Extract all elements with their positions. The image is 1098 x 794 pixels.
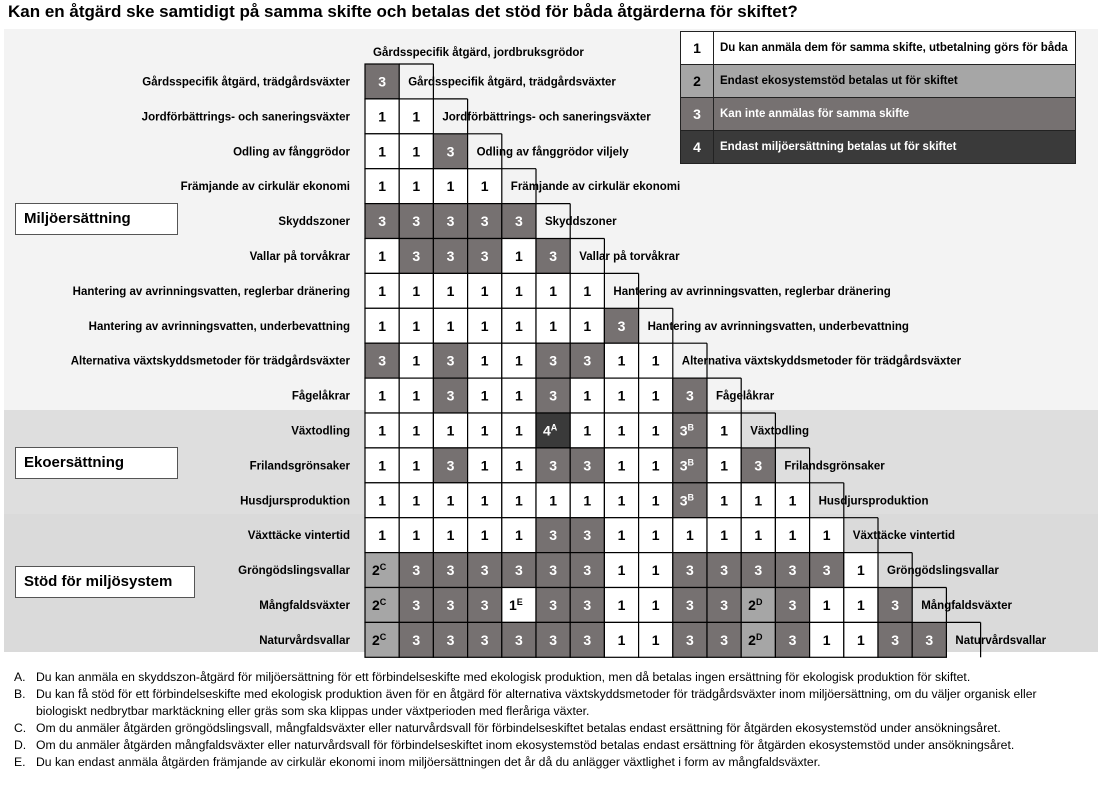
matrix-cell-value: 1 (617, 631, 626, 648)
legend (680, 32, 1076, 164)
matrix-cell-value: 1 (515, 282, 523, 299)
matrix-cell-value: 1 (549, 317, 557, 334)
diagonal-label: Alternativa växtskyddsmetoder för trädgårdsväxter (681, 355, 962, 368)
matrix-cell-value: 3 (549, 247, 557, 264)
matrix-cell-value: 1 (651, 387, 660, 404)
matrix-cell-value: 3 (549, 352, 557, 369)
matrix-cell-value: 1 (480, 282, 489, 299)
matrix-cell-value: 3 (446, 631, 455, 648)
matrix-cell-value: 3 (754, 457, 763, 474)
footnote-text: Du kan anmäla en skyddszon-åtgärd för miljöersättning för ett förbindelseskifte med ekologisk produktion, men då betalas ingen ersättning för ekologisk produktion för skiftet. (36, 670, 971, 684)
footnote-letter: D. (14, 738, 27, 752)
matrix-cell-value: $3^B$ (679, 492, 695, 509)
matrix-cell-value: 1 (686, 527, 694, 544)
diagonal-label: Husdjursproduktion (818, 495, 929, 508)
matrix-cell-value: 3 (515, 562, 523, 579)
row-label: Fågelåkrar (291, 390, 350, 403)
matrix-cell-value: 1 (412, 387, 421, 404)
matrix-cell-value: 3 (412, 562, 421, 579)
matrix-cell-value: 3 (480, 562, 489, 579)
row-label: Främjande av cirkulär ekonomi (180, 181, 350, 194)
matrix-cell-value: $2^C$ (371, 596, 387, 613)
matrix-cell-value: 1 (515, 247, 523, 264)
legend-item (680, 31, 1076, 65)
matrix-cell-value: 3 (446, 562, 455, 579)
matrix-cell-value: 1 (720, 527, 728, 544)
matrix-cell-value: 3 (583, 457, 592, 474)
matrix-cell-value: 1 (583, 317, 592, 334)
matrix-cell-value: $3^B$ (679, 422, 695, 439)
matrix-cell-value: 3 (480, 213, 489, 230)
matrix-cell-value: 1 (480, 492, 489, 509)
row-label: Mångfaldsväxter (259, 599, 350, 612)
matrix-cell-value: $1^E$ (508, 596, 523, 613)
footnote (14, 686, 1090, 720)
matrix-cell-value: $4^A$ (542, 422, 558, 439)
matrix-cell-value: 3 (925, 631, 934, 648)
row-label: Vallar på torvåkrar (249, 250, 350, 263)
matrix-cell-value: 1 (754, 492, 763, 509)
matrix-cell-value: 1 (617, 492, 626, 509)
matrix-cell-value: 3 (549, 457, 557, 474)
matrix-cell-value: 3 (549, 596, 557, 613)
footnotes (14, 669, 1090, 771)
footnote-letter: A. (14, 670, 26, 684)
matrix-cell-value: 3 (686, 596, 694, 613)
diagonal-label: Jordförbättrings- och saneringsväxter (442, 111, 651, 124)
legend-code: 4 (681, 131, 714, 163)
row-label: Frilandsgrönsaker (249, 460, 350, 473)
diagonal-label: Växttäcke vintertid (852, 530, 956, 543)
legend-item (680, 130, 1076, 164)
matrix-cell-value: 1 (378, 143, 386, 160)
matrix-cell-value: 1 (720, 422, 728, 439)
matrix-cell-value: 1 (788, 492, 797, 509)
diagonal-label: Vallar på torvåkrar (579, 250, 680, 263)
matrix-cell-value: 3 (583, 352, 592, 369)
row-label: Växtodling (291, 425, 350, 438)
matrix-cell-value: 1 (480, 387, 489, 404)
matrix-cell-value: 1 (378, 492, 386, 509)
matrix-cell-value: 1 (617, 596, 626, 613)
matrix-cell-value: 3 (378, 352, 386, 369)
diagonal-label: Växtodling (750, 425, 809, 438)
legend-item (680, 97, 1076, 131)
matrix-cell-value: 1 (480, 317, 489, 334)
matrix-cell-value: 1 (412, 422, 421, 439)
matrix-cell-value: 3 (686, 562, 694, 579)
matrix-cell-value: 1 (446, 422, 455, 439)
matrix-cell-value: 3 (822, 562, 831, 579)
matrix-cell-value: 3 (583, 527, 592, 544)
matrix-cell-value: 3 (891, 596, 899, 613)
matrix-cell-value: 3 (788, 596, 797, 613)
matrix-cell-value: 3 (549, 527, 557, 544)
matrix-cell-value: 1 (412, 282, 421, 299)
matrix-cell-value: 3 (446, 143, 455, 160)
diagonal-label: Fågelåkrar (716, 390, 775, 403)
matrix-cell-value: 1 (651, 422, 660, 439)
matrix-cell-value: 1 (378, 422, 386, 439)
footnote-text: Om du anmäler åtgärden gröngödslingsvall, mångfaldsväxter eller naturvårdsvall för förbindelseskiftet betalas endast ersättning för åtgärden ekosystemstöd under ansökningsåret. (36, 721, 1001, 735)
matrix-cell-value: 1 (480, 178, 489, 195)
matrix-cell-value: 1 (446, 317, 455, 334)
matrix-cell-value: 3 (720, 596, 728, 613)
matrix-cell-value: 1 (515, 352, 523, 369)
footnote-text: Om du anmäler åtgärden mångfaldsväxter eller naturvårdsvall för förbindelseskiftet inom ekosystemstöd betalas endast ersättning för åtgärden ekosystemstöd under ansökningsåret. (36, 738, 1015, 752)
matrix-cell-value: 1 (857, 562, 865, 579)
matrix-cell-value: $2^C$ (371, 562, 387, 579)
matrix-cell-value: 3 (720, 631, 728, 648)
matrix-cell-value: $2^D$ (748, 631, 763, 648)
diagonal-label: Gröngödslingsvallar (887, 565, 999, 578)
matrix-cell-value: 1 (720, 492, 728, 509)
matrix-cell-value: 1 (583, 282, 592, 299)
matrix-cell-value: 1 (617, 457, 626, 474)
matrix-cell-value: 3 (412, 247, 421, 264)
matrix-cell-value: 1 (617, 387, 626, 404)
footnote-letter: E. (14, 755, 26, 769)
diagonal-label: Frilandsgrönsaker (784, 460, 885, 473)
matrix-cell-value: 1 (412, 457, 421, 474)
matrix-cell-value: 1 (378, 527, 386, 544)
row-label: Alternativa växtskyddsmetoder för trädgårdsväxter (70, 355, 350, 368)
matrix-cell-value: 1 (651, 527, 660, 544)
row-label: Gröngödslingsvallar (238, 565, 350, 578)
matrix-cell-value: 1 (515, 317, 523, 334)
matrix-cell-value: 1 (378, 108, 386, 125)
matrix-cell-value: 1 (651, 562, 660, 579)
matrix-cell-value: 3 (720, 562, 728, 579)
footnote (14, 754, 1090, 771)
row-label: Skyddszoner (278, 216, 350, 229)
matrix-cell-value: 1 (378, 457, 386, 474)
matrix-cell-value: 3 (480, 631, 489, 648)
legend-text: Endast miljöersättning betalas ut för skiftet (720, 141, 957, 153)
row-label: Naturvårdsvallar (259, 634, 350, 647)
matrix-cell-value: 1 (378, 317, 386, 334)
matrix-cell-value: 1 (651, 631, 660, 648)
matrix-cell-value: 3 (549, 631, 557, 648)
matrix-cell-value: 1 (412, 352, 421, 369)
diagonal-label: Främjande av cirkulär ekonomi (510, 181, 681, 194)
matrix-cell-value: 1 (651, 596, 660, 613)
matrix-cell-value: 1 (822, 631, 831, 648)
matrix-cell-value: 3 (412, 596, 421, 613)
diagonal-label: Mångfaldsväxter (921, 599, 1012, 612)
group-label-stod-for-miljosystem: Stöd för miljösystem (15, 566, 195, 598)
matrix-cell-value: 3 (480, 596, 489, 613)
matrix-cell-value: 1 (857, 631, 865, 648)
matrix-cell-value: 1 (720, 457, 728, 474)
matrix-cell-value: 1 (446, 527, 455, 544)
matrix-cell-value: 1 (480, 352, 489, 369)
page-title: Kan en åtgärd ske samtidigt på samma skifte och betalas det stöd för båda åtgärderna för skiftet? (8, 2, 798, 21)
matrix-cell-value: 1 (617, 352, 626, 369)
matrix-cell-value: 1 (515, 492, 523, 509)
diagonal-label: Odling av fånggrödor viljely (476, 146, 629, 159)
group-label-miljoersattning: Miljöersättning (15, 203, 178, 235)
matrix-cell-value: 1 (412, 108, 421, 125)
legend-item (680, 64, 1076, 98)
matrix-cell-value: 3 (446, 352, 455, 369)
matrix-cell-value: 1 (857, 596, 865, 613)
matrix-cell-value: 3 (617, 317, 626, 334)
matrix-cell-value: 3 (549, 562, 557, 579)
matrix-cell-value: 3 (412, 213, 421, 230)
row-label: Gårdsspecifik åtgärd, trädgårdsväxter (142, 76, 350, 89)
matrix-cell-value: 3 (583, 596, 592, 613)
matrix-cell-value: 1 (378, 178, 386, 195)
matrix-cell-value: 1 (583, 422, 592, 439)
matrix-cell-value: 3 (446, 213, 455, 230)
footnote-letter: C. (14, 721, 27, 735)
legend-code: 1 (681, 32, 714, 64)
matrix-cell-value: 1 (378, 387, 386, 404)
diagonal-label: Hantering av avrinningsvatten, underbevattning (647, 320, 909, 333)
matrix-cell-value: 3 (549, 387, 557, 404)
row-label: Hantering av avrinningsvatten, reglerbar dränering (72, 285, 350, 298)
row-label: Växttäcke vintertid (247, 530, 350, 543)
matrix-cell-value: 1 (617, 422, 626, 439)
matrix-cell-value: 3 (446, 387, 455, 404)
matrix-cell-value: $2^C$ (371, 631, 387, 648)
legend-text: Du kan anmäla dem för samma skifte, utbetalning görs för båda (720, 42, 1068, 54)
legend-code: 2 (681, 65, 714, 97)
matrix-cell-value: $2^D$ (748, 596, 763, 613)
matrix-cell-value: $3^B$ (679, 457, 695, 474)
matrix-cell-value: 1 (412, 143, 421, 160)
matrix-cell-value: 3 (480, 247, 489, 264)
row-label: Jordförbättrings- och saneringsväxter (141, 111, 350, 124)
matrix-cell-value: 3 (583, 562, 592, 579)
matrix-cell-value: 3 (378, 213, 386, 230)
matrix-cell-value: 3 (446, 596, 455, 613)
group-label-ekoersattning: Ekoersättning (15, 447, 178, 479)
matrix-cell-value: 3 (583, 631, 592, 648)
diagonal-label: Naturvårdsvallar (955, 634, 1047, 647)
matrix-cell-value: 3 (891, 631, 899, 648)
matrix-cell-value: 1 (651, 352, 660, 369)
matrix-cell-value: 3 (412, 631, 421, 648)
matrix-cell-value: 1 (549, 282, 557, 299)
footnote (14, 737, 1090, 754)
matrix-cell-value: 1 (446, 282, 455, 299)
matrix-cell-value: 3 (515, 631, 523, 648)
matrix-cell-value: 1 (617, 562, 626, 579)
matrix-cell-value: 3 (446, 247, 455, 264)
matrix-cell-value: 1 (617, 527, 626, 544)
matrix-cell-value: 1 (822, 596, 831, 613)
matrix-cell-value: 1 (480, 422, 489, 439)
diagonal-label: Hantering av avrinningsvatten, reglerbar dränering (613, 285, 891, 298)
matrix-cell-value: 3 (446, 457, 455, 474)
diagonal-label-top: Gårdsspecifik åtgärd, jordbruksgrödor (373, 47, 584, 59)
footnote (14, 720, 1090, 737)
legend-text: Kan inte anmälas för samma skifte (720, 108, 910, 120)
matrix-cell-value: 1 (754, 527, 763, 544)
footnote (14, 669, 1090, 686)
diagonal-label: Skyddszoner (545, 216, 617, 229)
legend-text: Endast ekosystemstöd betalas ut för skiftet (720, 75, 958, 87)
matrix-cell-value: 1 (480, 457, 489, 474)
matrix-cell-value: 1 (446, 492, 455, 509)
matrix-cell-value: 1 (583, 492, 592, 509)
matrix-cell-value: 1 (412, 492, 421, 509)
matrix-cell-value: 1 (412, 317, 421, 334)
matrix-cell-value: 3 (788, 562, 797, 579)
matrix-cell-value: 1 (651, 492, 660, 509)
matrix-cell-value: 1 (515, 527, 523, 544)
row-label: Husdjursproduktion (240, 495, 350, 508)
matrix-cell-value: 3 (515, 213, 523, 230)
matrix-cell-value: 1 (480, 527, 489, 544)
matrix-cell-value: 3 (378, 73, 386, 90)
footnote-text: Du kan få stöd för ett förbindelseskifte med ekologisk produktion även för en åtgärd för alternativa växtskyddsmetoder för trädgårdsväxter inom miljöersättning, om du väljer organisk eller biologiskt nedbrytbar marktäckning eller gräs som ska klippas under växtperioden med fleråriga växter. (36, 687, 1037, 718)
matrix-cell-value: 1 (412, 527, 421, 544)
matrix-cell-value: 1 (515, 422, 523, 439)
matrix-cell-value: 1 (651, 457, 660, 474)
matrix-cell-value: 3 (686, 631, 694, 648)
matrix-cell-value: 3 (788, 631, 797, 648)
matrix-cell-value: 1 (515, 387, 523, 404)
footnote-text: Du kan endast anmäla åtgärden främjande av cirkulär ekonomi inom miljöersättningen det år då du anlägger växtlighet i form av mångfaldsväxter. (36, 755, 821, 769)
row-label: Hantering av avrinningsvatten, underbevattning (88, 320, 350, 333)
matrix-cell-value: 1 (412, 178, 421, 195)
matrix-cell-value: 1 (549, 492, 557, 509)
matrix-cell-value: 1 (378, 282, 386, 299)
matrix-cell-value: 1 (378, 247, 386, 264)
matrix-cell-value: 3 (754, 562, 763, 579)
matrix-cell-value: 3 (686, 387, 694, 404)
footnote-letter: B. (14, 687, 26, 701)
matrix-cell-value: 1 (515, 457, 523, 474)
matrix-cell-value: 1 (446, 178, 455, 195)
legend-code: 3 (681, 98, 714, 130)
matrix-cell-value: 1 (822, 527, 831, 544)
row-label: Odling av fånggrödor (233, 146, 350, 159)
matrix-cell-value: 1 (583, 387, 592, 404)
matrix-cell-value: 1 (788, 527, 797, 544)
diagonal-label: Gårdsspecifik åtgärd, trädgårdsväxter (408, 76, 616, 89)
